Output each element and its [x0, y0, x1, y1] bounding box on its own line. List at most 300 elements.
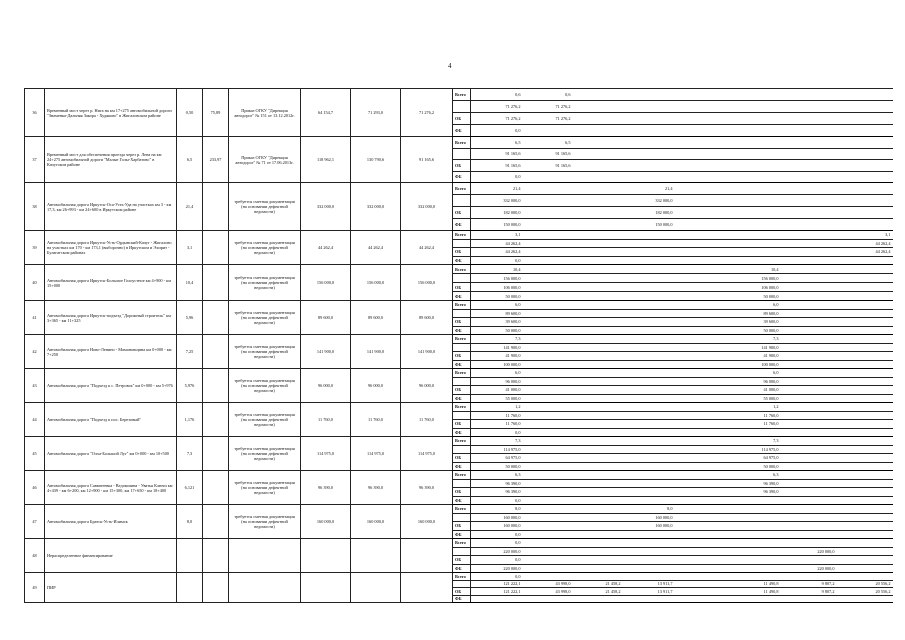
finance-cell — [523, 595, 573, 603]
finance-cell — [837, 437, 893, 446]
finance-cell — [725, 256, 781, 265]
value-remaining: 114 975,0 — [401, 437, 453, 471]
value-estimate: 89 600,0 — [301, 301, 351, 335]
length-km: 21,4 — [177, 183, 203, 231]
object-name: ПИР — [45, 573, 177, 603]
finance-row — [453, 292, 893, 301]
finance-cell — [781, 420, 837, 429]
value-total: 96 390,0 — [351, 471, 401, 505]
finance-cell: 43 998,0 — [523, 588, 573, 596]
finance-cell — [623, 411, 675, 420]
value-remaining: 91 165,6 — [401, 137, 453, 183]
finance-row — [453, 462, 893, 471]
finance-cell — [837, 505, 893, 514]
finance-cell: 91 165,6 — [471, 160, 523, 172]
finance-cell — [675, 318, 725, 327]
funding-label: ФБ — [453, 360, 471, 369]
finance-cell — [725, 573, 781, 581]
finance-cell — [623, 437, 675, 446]
finance-cell — [523, 462, 573, 471]
finance-cell — [725, 513, 781, 522]
row-number: 46 — [25, 471, 45, 505]
finance-cell — [675, 343, 725, 352]
finance-cell — [523, 513, 573, 522]
funding-label — [453, 513, 471, 522]
length-km — [177, 573, 203, 603]
finance-cell — [781, 352, 837, 361]
table-row — [25, 301, 453, 335]
finance-cell: 156 000,0 — [471, 274, 523, 283]
value-estimate: 156 000,0 — [301, 265, 351, 301]
finance-cell: 50 000,0 — [471, 462, 523, 471]
finance-cell — [837, 283, 893, 292]
finance-cell — [781, 318, 837, 327]
finance-cell — [623, 360, 675, 369]
finance-row — [453, 556, 893, 565]
finance-cell — [573, 462, 623, 471]
funding-label — [453, 343, 471, 352]
basis-document: требуется сметная документация (на основании дефектной ведомости) — [229, 231, 301, 265]
funding-label: ОБ — [453, 160, 471, 172]
finance-cell — [623, 462, 675, 471]
finance-row — [453, 360, 893, 369]
unit-cost — [203, 471, 229, 505]
row-number: 44 — [25, 403, 45, 437]
value-estimate: 96 390,0 — [301, 471, 351, 505]
finance-row — [453, 437, 893, 446]
funding-label: ОБ — [453, 318, 471, 327]
finance-cell — [623, 113, 675, 125]
finance-cell: 0,0 — [471, 556, 523, 565]
finance-cell: 160 000,0 — [471, 513, 523, 522]
finance-cell — [523, 343, 573, 352]
finance-cell — [523, 283, 573, 292]
funding-label — [453, 274, 471, 283]
finance-cell: 182 000,0 — [471, 207, 523, 219]
basis-document: требуется сметная документация (на основании дефектной ведомости) — [229, 471, 301, 505]
table-row — [25, 265, 453, 301]
finance-cell: 150 000,0 — [471, 219, 523, 231]
finance-cell — [675, 148, 725, 160]
finance-cell — [837, 113, 893, 125]
basis-document — [229, 539, 301, 573]
funding-label: Всего — [453, 183, 471, 195]
finance-cell — [573, 547, 623, 556]
finance-cell: 0,0 — [471, 530, 523, 539]
finance-cell — [573, 352, 623, 361]
finance-row — [453, 522, 893, 531]
finance-cell — [623, 326, 675, 335]
finance-cell — [725, 101, 781, 113]
finance-cell — [623, 137, 675, 149]
funding-label: ФБ — [453, 125, 471, 137]
value-total: 130 790,6 — [351, 137, 401, 183]
finance-cell — [837, 160, 893, 172]
finance-cell: 64 975,0 — [725, 454, 781, 463]
finance-cell — [523, 445, 573, 454]
financing-table — [452, 88, 893, 603]
finance-cell: 121 222,1 — [471, 580, 523, 588]
finance-cell — [781, 454, 837, 463]
value-estimate: 114 975,0 — [301, 437, 351, 471]
finance-row — [453, 539, 893, 548]
finance-cell — [623, 471, 675, 480]
finance-cell: 0,0 — [471, 573, 523, 581]
finance-cell — [781, 437, 837, 446]
finance-cell — [675, 445, 725, 454]
finance-cell: 11 760,0 — [725, 411, 781, 420]
finance-row — [453, 318, 893, 327]
finance-cell — [725, 231, 781, 240]
finance-cell — [623, 539, 675, 548]
finance-cell: 0,6 — [523, 89, 573, 101]
funding-label: ФБ — [453, 256, 471, 265]
finance-row — [453, 564, 893, 573]
length-km: 3,1 — [177, 231, 203, 265]
finance-cell — [675, 547, 725, 556]
finance-cell: 41 900,0 — [471, 352, 523, 361]
value-estimate: 64 154,7 — [301, 89, 351, 137]
unit-cost — [203, 403, 229, 437]
finance-cell — [837, 556, 893, 565]
finance-cell — [573, 274, 623, 283]
finance-cell — [623, 256, 675, 265]
finance-row — [453, 207, 893, 219]
finance-cell — [781, 539, 837, 548]
finance-cell — [725, 195, 781, 207]
row-number: 38 — [25, 183, 45, 231]
finance-cell — [573, 265, 623, 274]
finance-cell — [523, 437, 573, 446]
finance-cell — [523, 479, 573, 488]
finance-cell — [725, 505, 781, 514]
finance-cell — [573, 301, 623, 310]
basis-document: требуется сметная документация (на основании дефектной ведомости) — [229, 437, 301, 471]
finance-cell — [781, 195, 837, 207]
finance-cell — [837, 256, 893, 265]
finance-cell — [523, 171, 573, 183]
finance-cell — [781, 160, 837, 172]
finance-cell — [573, 343, 623, 352]
finance-cell — [675, 588, 725, 596]
length-km: 7,25 — [177, 335, 203, 369]
finance-cell — [523, 256, 573, 265]
finance-cell: 71 276,2 — [523, 101, 573, 113]
finance-cell: 160 000,0 — [471, 522, 523, 531]
finance-cell — [523, 454, 573, 463]
finance-cell — [781, 183, 837, 195]
finance-row — [453, 335, 893, 344]
length-km: 5,96 — [177, 301, 203, 335]
finance-cell — [523, 207, 573, 219]
finance-cell — [837, 352, 893, 361]
finance-cell — [573, 292, 623, 301]
finance-cell — [573, 428, 623, 437]
finance-cell — [837, 125, 893, 137]
finance-cell — [573, 248, 623, 257]
finance-cell: 21,4 — [623, 183, 675, 195]
funding-label: ОБ — [453, 283, 471, 292]
finance-cell — [573, 595, 623, 603]
finance-cell — [837, 403, 893, 412]
finance-cell — [781, 335, 837, 344]
finance-cell — [781, 471, 837, 480]
finance-cell: 44 262,4 — [837, 248, 893, 257]
value-estimate: 332 000,0 — [301, 183, 351, 231]
value-remaining: 160 000,0 — [401, 505, 453, 539]
table-row — [25, 471, 453, 505]
finance-cell: 156 000,0 — [725, 274, 781, 283]
finance-cell — [781, 171, 837, 183]
length-km: 10,4 — [177, 265, 203, 301]
finance-cell — [675, 428, 725, 437]
finance-cell: 10,4 — [725, 265, 781, 274]
finance-cell — [837, 522, 893, 531]
finance-cell: 220 000,0 — [471, 547, 523, 556]
finance-cell: 91 165,6 — [523, 160, 573, 172]
finance-cell — [837, 326, 893, 335]
length-km — [177, 539, 203, 573]
finance-row — [453, 588, 893, 596]
finance-cell: 160 000,0 — [623, 522, 675, 531]
finance-cell: 6,0 — [725, 301, 781, 310]
table-row — [25, 183, 453, 231]
finance-cell: 182 000,0 — [623, 207, 675, 219]
finance-cell — [781, 360, 837, 369]
row-number: 43 — [25, 369, 45, 403]
basis-document — [229, 573, 301, 603]
finance-cell: 6,3 — [471, 471, 523, 480]
finance-row — [453, 248, 893, 257]
value-estimate: 96 000,0 — [301, 369, 351, 403]
finance-cell — [781, 595, 837, 603]
finance-cell — [781, 530, 837, 539]
finance-cell: 41 000,0 — [471, 386, 523, 395]
unit-cost — [203, 505, 229, 539]
funding-label — [453, 411, 471, 420]
unit-cost: 233,97 — [203, 137, 229, 183]
funding-label: ОБ — [453, 248, 471, 257]
finance-cell: 220 000,0 — [471, 564, 523, 573]
finance-cell — [781, 248, 837, 257]
finance-cell — [523, 335, 573, 344]
finance-cell — [573, 335, 623, 344]
finance-cell — [573, 239, 623, 248]
finance-cell — [837, 445, 893, 454]
finance-cell: 91 165,6 — [471, 148, 523, 160]
finance-row — [453, 101, 893, 113]
finance-cell — [523, 496, 573, 505]
finance-row — [453, 369, 893, 378]
value-total: 11 760,0 — [351, 403, 401, 437]
finance-cell — [837, 137, 893, 149]
finance-cell — [573, 113, 623, 125]
table-row — [25, 573, 453, 603]
value-estimate — [301, 539, 351, 573]
finance-cell — [623, 530, 675, 539]
finance-cell: 106 000,0 — [725, 283, 781, 292]
object-name: Автомобильная дорога Савватеевка - Ведомшина - Уватья Ключи км 4+439 - км 6+200, км 12+900 - км 15+300, км 17+650 - км 18+400 — [45, 471, 177, 505]
finance-cell — [837, 89, 893, 101]
finance-cell: 0,0 — [471, 171, 523, 183]
finance-cell — [675, 283, 725, 292]
finance-cell: 96 390,0 — [471, 479, 523, 488]
finance-cell — [725, 89, 781, 101]
finance-cell — [837, 195, 893, 207]
finance-cell — [837, 394, 893, 403]
finance-cell — [675, 360, 725, 369]
finance-cell — [623, 352, 675, 361]
finance-cell — [523, 530, 573, 539]
finance-cell — [573, 386, 623, 395]
finance-cell: 44 262,4 — [471, 239, 523, 248]
unit-cost — [203, 437, 229, 471]
finance-cell — [781, 326, 837, 335]
object-name: Автомобильная дорога Иркутск-Оса-Усть-Уда на участках км 3 - км 17,3, км 26+993 - км 24+600 в Иркутском районе — [45, 183, 177, 231]
length-km: 0,50 — [177, 89, 203, 137]
object-name: Нераспределенное финансирование — [45, 539, 177, 573]
finance-cell — [573, 256, 623, 265]
finance-cell — [837, 573, 893, 581]
object-name: Автомобильная дорога "Олха-Большой Луг" км 0+000 - км 10+500 — [45, 437, 177, 471]
finance-cell: 3,1 — [471, 231, 523, 240]
finance-cell — [725, 183, 781, 195]
finance-cell: 10,4 — [471, 265, 523, 274]
finance-cell — [573, 309, 623, 318]
finance-cell — [675, 207, 725, 219]
finance-cell — [623, 171, 675, 183]
finance-cell: 50 000,0 — [471, 326, 523, 335]
finance-cell: 64 975,0 — [471, 454, 523, 463]
finance-cell — [623, 403, 675, 412]
finance-cell: 100 000,0 — [725, 360, 781, 369]
finance-cell — [725, 496, 781, 505]
finance-cell: 50 000,0 — [725, 326, 781, 335]
basis-document: требуется сметная документация (на основании дефектной ведомости) — [229, 265, 301, 301]
finance-row — [453, 496, 893, 505]
finance-cell — [675, 530, 725, 539]
finance-cell: 9 807,2 — [781, 580, 837, 588]
funding-label: ОБ — [453, 386, 471, 395]
finance-cell — [781, 573, 837, 581]
value-remaining: 141 900,0 — [401, 335, 453, 369]
finance-cell — [623, 265, 675, 274]
finance-cell — [523, 394, 573, 403]
object-name: Временный мост через р. Нига на км 17+275 автомобильной дороги "Знаменка-Дальняя Закора - Худяково" в Жигаловском районе — [45, 89, 177, 137]
finance-cell — [837, 595, 893, 603]
finance-cell: 21 458,2 — [573, 580, 623, 588]
finance-cell: 96 000,0 — [471, 377, 523, 386]
finance-cell — [573, 318, 623, 327]
finance-cell — [675, 352, 725, 361]
value-total: 44 262,4 — [351, 231, 401, 265]
funding-label — [453, 101, 471, 113]
finance-cell: 55 000,0 — [471, 394, 523, 403]
finance-cell — [675, 522, 725, 531]
finance-cell: 43 998,0 — [523, 580, 573, 588]
finance-row — [453, 471, 893, 480]
funding-label: ОБ — [453, 207, 471, 219]
finance-cell: 71 276,2 — [523, 113, 573, 125]
finance-cell — [837, 471, 893, 480]
finance-cell — [781, 394, 837, 403]
finance-cell — [573, 137, 623, 149]
finance-cell — [623, 445, 675, 454]
finance-cell — [573, 488, 623, 497]
object-name: Автомобильная дорога Братск-Усть-Илимск — [45, 505, 177, 539]
finance-cell — [675, 479, 725, 488]
finance-cell — [837, 292, 893, 301]
finance-cell — [675, 137, 725, 149]
finance-cell — [725, 539, 781, 548]
finance-cell — [523, 274, 573, 283]
finance-cell: 39 600,0 — [725, 318, 781, 327]
funding-label: Всего — [453, 539, 471, 548]
length-km: 5,976 — [177, 369, 203, 403]
finance-cell: 7,3 — [725, 437, 781, 446]
value-remaining — [401, 539, 453, 573]
funding-label: ФБ — [453, 462, 471, 471]
finance-cell — [523, 239, 573, 248]
finance-cell: 121 222,1 — [471, 588, 523, 596]
finance-row — [453, 265, 893, 274]
finance-cell — [573, 437, 623, 446]
finance-cell — [675, 386, 725, 395]
unit-cost — [203, 265, 229, 301]
table-row — [25, 335, 453, 369]
value-total: 141 900,0 — [351, 335, 401, 369]
finance-cell — [675, 488, 725, 497]
value-remaining: 11 760,0 — [401, 403, 453, 437]
funding-label — [453, 479, 471, 488]
finance-cell — [675, 89, 725, 101]
finance-row — [453, 231, 893, 240]
row-number: 36 — [25, 89, 45, 137]
row-number: 45 — [25, 437, 45, 471]
finance-cell — [623, 125, 675, 137]
finance-row — [453, 171, 893, 183]
finance-cell — [623, 318, 675, 327]
finance-cell — [837, 318, 893, 327]
finance-cell — [781, 292, 837, 301]
finance-cell: 0,0 — [471, 539, 523, 548]
finance-cell — [837, 411, 893, 420]
finance-cell — [675, 256, 725, 265]
finance-row — [453, 309, 893, 318]
finance-cell — [781, 274, 837, 283]
finance-row — [453, 195, 893, 207]
finance-cell — [675, 513, 725, 522]
finance-cell — [573, 171, 623, 183]
finance-cell — [781, 411, 837, 420]
finance-cell — [675, 301, 725, 310]
unit-cost: 75,89 — [203, 89, 229, 137]
basis-document: требуется сметная документация (на основании дефектной ведомости) — [229, 335, 301, 369]
funding-label: ФБ — [453, 595, 471, 603]
value-total: 114 975,0 — [351, 437, 401, 471]
finance-cell: 50 000,0 — [725, 462, 781, 471]
finance-cell — [725, 171, 781, 183]
funding-label — [453, 195, 471, 207]
finance-cell: 55 000,0 — [725, 394, 781, 403]
finance-cell — [573, 283, 623, 292]
finance-cell — [623, 343, 675, 352]
basis-document: требуется сметная документация (на основании дефектной ведомости) — [229, 403, 301, 437]
finance-cell: 7,3 — [471, 335, 523, 344]
finance-cell — [675, 171, 725, 183]
finance-cell — [573, 207, 623, 219]
unit-cost — [203, 573, 229, 603]
